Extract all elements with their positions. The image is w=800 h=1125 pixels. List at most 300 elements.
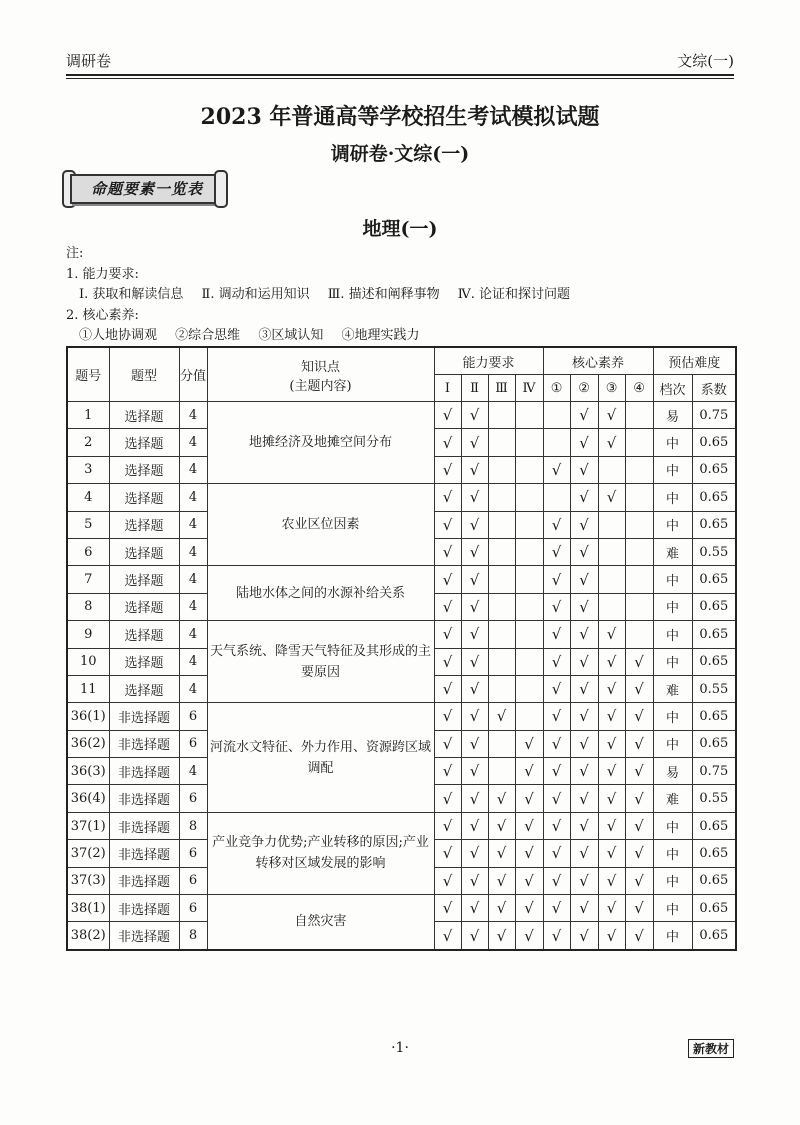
- diff-col-coef: 系数: [692, 375, 736, 402]
- question-number: 36(3): [67, 758, 109, 785]
- question-type: 非选择题: [109, 703, 179, 730]
- knowledge-point: 河流水文特征、外力作用、资源跨区域调配: [207, 703, 434, 813]
- ability-check-icon: √: [488, 785, 515, 812]
- empty-cell: [488, 593, 515, 620]
- core-check-icon: √: [598, 429, 625, 456]
- question-type: 选择题: [109, 648, 179, 675]
- core-check-icon: √: [570, 675, 598, 702]
- header-rule: [66, 74, 734, 76]
- difficulty-coef: 0.65: [692, 730, 736, 757]
- empty-cell: [598, 538, 625, 565]
- col-header-ability: 能力要求: [434, 347, 543, 375]
- ability-check-icon: √: [461, 429, 488, 456]
- ability-check-icon: √: [434, 785, 461, 812]
- col-header-type: 题型: [109, 347, 179, 402]
- new-textbook-badge: 新教材: [688, 1039, 734, 1058]
- ability-check-icon: √: [461, 895, 488, 922]
- ability-check-icon: √: [461, 812, 488, 839]
- question-number: 9: [67, 621, 109, 648]
- question-number: 37(1): [67, 812, 109, 839]
- difficulty-level: 中: [653, 730, 692, 757]
- difficulty-level: 中: [653, 621, 692, 648]
- ability-check-icon: √: [461, 840, 488, 867]
- difficulty-coef: 0.65: [692, 511, 736, 538]
- difficulty-coef: 0.75: [692, 402, 736, 429]
- difficulty-coef: 0.65: [692, 621, 736, 648]
- exam-title: 2023 年普通高等学校招生考试模拟试题: [200, 104, 600, 130]
- core-check-icon: √: [570, 593, 598, 620]
- difficulty-level: 中: [653, 812, 692, 839]
- difficulty-coef: 0.65: [692, 648, 736, 675]
- question-score: 4: [179, 593, 207, 620]
- difficulty-level: 中: [653, 648, 692, 675]
- core-check-icon: √: [543, 593, 570, 620]
- empty-cell: [515, 566, 543, 593]
- difficulty-level: 中: [653, 593, 692, 620]
- core-check-icon: √: [543, 648, 570, 675]
- core-check-icon: √: [598, 922, 625, 950]
- ability-check-icon: √: [461, 675, 488, 702]
- empty-cell: [488, 538, 515, 565]
- ability-check-icon: √: [434, 593, 461, 620]
- knowledge-point: 自然灾害: [207, 895, 434, 950]
- empty-cell: [488, 566, 515, 593]
- ability-1: Ⅰ. 获取和解读信息: [79, 287, 184, 302]
- ability-check-icon: √: [515, 922, 543, 950]
- ability-check-icon: √: [434, 758, 461, 785]
- ability-check-icon: √: [461, 867, 488, 894]
- ability-check-icon: √: [434, 456, 461, 483]
- difficulty-coef: 0.75: [692, 758, 736, 785]
- difficulty-coef: 0.65: [692, 867, 736, 894]
- question-type: 选择题: [109, 593, 179, 620]
- question-number: 36(1): [67, 703, 109, 730]
- difficulty-coef: 0.65: [692, 922, 736, 950]
- diff-col-level: 档次: [653, 375, 692, 402]
- section-title: 地理(一): [362, 218, 438, 240]
- ability-check-icon: √: [461, 730, 488, 757]
- core-check-icon: √: [625, 785, 653, 812]
- core-check-icon: √: [543, 785, 570, 812]
- ability-check-icon: √: [488, 840, 515, 867]
- col-header-num: 题号: [67, 347, 109, 402]
- core-check-icon: √: [598, 484, 625, 511]
- ability-check-icon: √: [434, 511, 461, 538]
- core-check-icon: √: [570, 895, 598, 922]
- col-header-core: 核心素养: [543, 347, 653, 375]
- ability-check-icon: √: [434, 538, 461, 565]
- competency-2: ②综合思维: [175, 328, 241, 343]
- knowledge-header-label: 知识点: [300, 359, 340, 375]
- difficulty-level: 难: [653, 675, 692, 702]
- ability-check-icon: √: [461, 785, 488, 812]
- question-number: 10: [67, 648, 109, 675]
- ability-check-icon: √: [461, 758, 488, 785]
- core-check-icon: √: [570, 730, 598, 757]
- question-score: 4: [179, 675, 207, 702]
- empty-cell: [488, 402, 515, 429]
- header-rule-thin: [66, 78, 734, 79]
- empty-cell: [488, 429, 515, 456]
- table-row: [67, 484, 736, 511]
- question-type: 选择题: [109, 511, 179, 538]
- question-type: 选择题: [109, 538, 179, 565]
- notes-label: 注:: [66, 246, 84, 261]
- ability-check-icon: √: [434, 867, 461, 894]
- banner-label: 命题要素一览表: [70, 174, 224, 204]
- core-check-icon: √: [570, 867, 598, 894]
- core-check-icon: √: [570, 621, 598, 648]
- ability-check-icon: √: [434, 840, 461, 867]
- difficulty-level: 中: [653, 484, 692, 511]
- ability-check-icon: √: [434, 621, 461, 648]
- exam-subtitle: 调研卷·文综(一): [330, 143, 470, 165]
- empty-cell: [598, 566, 625, 593]
- core-check-icon: √: [625, 675, 653, 702]
- core-check-icon: √: [570, 812, 598, 839]
- table-row: [67, 895, 736, 922]
- table-row: [67, 621, 736, 648]
- empty-cell: [515, 648, 543, 675]
- core-check-icon: √: [625, 922, 653, 950]
- question-type: 非选择题: [109, 895, 179, 922]
- core-check-icon: √: [543, 703, 570, 730]
- difficulty-coef: 0.55: [692, 675, 736, 702]
- difficulty-coef: 0.65: [692, 429, 736, 456]
- question-number: 37(3): [67, 867, 109, 894]
- ability-check-icon: √: [515, 895, 543, 922]
- page-number: ·1·: [391, 1040, 409, 1056]
- empty-cell: [488, 484, 515, 511]
- ability-check-icon: √: [461, 566, 488, 593]
- empty-cell: [488, 456, 515, 483]
- core-col-1: ①: [543, 375, 570, 402]
- header-right: 文综(一): [677, 52, 734, 70]
- core-check-icon: √: [570, 429, 598, 456]
- difficulty-level: 中: [653, 429, 692, 456]
- core-check-icon: √: [543, 758, 570, 785]
- question-type: 选择题: [109, 621, 179, 648]
- core-check-icon: √: [570, 484, 598, 511]
- ability-check-icon: √: [461, 402, 488, 429]
- empty-cell: [488, 648, 515, 675]
- difficulty-level: 中: [653, 566, 692, 593]
- core-check-icon: √: [570, 840, 598, 867]
- core-check-icon: √: [543, 511, 570, 538]
- difficulty-coef: 0.65: [692, 593, 736, 620]
- table-row: [67, 402, 736, 429]
- ability-check-icon: √: [515, 812, 543, 839]
- knowledge-point: 天气系统、降雪天气特征及其形成的主要原因: [207, 621, 434, 703]
- empty-cell: [515, 621, 543, 648]
- empty-cell: [488, 675, 515, 702]
- table-row: [67, 566, 736, 593]
- competency-4: ④地理实践力: [341, 328, 420, 343]
- question-number: 37(2): [67, 840, 109, 867]
- core-check-icon: √: [625, 840, 653, 867]
- notes-item-2: 2. 核心素养:: [66, 307, 139, 323]
- difficulty-coef: 0.65: [692, 812, 736, 839]
- ability-check-icon: √: [434, 566, 461, 593]
- question-number: 36(2): [67, 730, 109, 757]
- difficulty-level: 中: [653, 840, 692, 867]
- question-number: 38(1): [67, 895, 109, 922]
- difficulty-level: 易: [653, 402, 692, 429]
- question-score: 4: [179, 538, 207, 565]
- question-score: 6: [179, 730, 207, 757]
- core-check-icon: √: [598, 675, 625, 702]
- ability-check-icon: √: [434, 730, 461, 757]
- question-score: 4: [179, 566, 207, 593]
- empty-cell: [625, 456, 653, 483]
- difficulty-level: 中: [653, 456, 692, 483]
- ability-check-icon: √: [461, 511, 488, 538]
- difficulty-level: 难: [653, 538, 692, 565]
- header-left: 调研卷: [66, 52, 112, 70]
- ability-check-icon: √: [434, 895, 461, 922]
- knowledge-point: 地摊经济及地摊空间分布: [207, 402, 434, 484]
- ability-check-icon: √: [434, 703, 461, 730]
- core-check-icon: √: [570, 456, 598, 483]
- core-check-icon: √: [598, 621, 625, 648]
- core-check-icon: √: [570, 922, 598, 950]
- ability-check-icon: √: [488, 703, 515, 730]
- core-check-icon: √: [570, 538, 598, 565]
- difficulty-level: 中: [653, 511, 692, 538]
- core-check-icon: √: [625, 812, 653, 839]
- table-row: [67, 812, 736, 839]
- core-check-icon: √: [570, 402, 598, 429]
- ability-check-icon: √: [461, 922, 488, 950]
- core-check-icon: √: [543, 621, 570, 648]
- question-score: 4: [179, 758, 207, 785]
- ability-check-icon: √: [461, 538, 488, 565]
- empty-cell: [625, 621, 653, 648]
- empty-cell: [515, 484, 543, 511]
- question-score: 4: [179, 484, 207, 511]
- ability-check-icon: √: [515, 758, 543, 785]
- table-body: [67, 402, 736, 950]
- ability-check-icon: √: [488, 867, 515, 894]
- knowledge-point: 产业竞争力优势;产业转移的原因;产业转移对区域发展的影响: [207, 812, 434, 894]
- core-check-icon: √: [598, 758, 625, 785]
- core-check-icon: √: [543, 867, 570, 894]
- core-check-icon: √: [570, 703, 598, 730]
- question-number: 3: [67, 456, 109, 483]
- question-number: 1: [67, 402, 109, 429]
- ability-check-icon: √: [434, 402, 461, 429]
- core-check-icon: √: [625, 730, 653, 757]
- ability-list: [66, 285, 584, 306]
- ability-col-1: Ⅰ: [434, 375, 461, 402]
- empty-cell: [625, 538, 653, 565]
- empty-cell: [598, 511, 625, 538]
- ability-4: Ⅳ. 论证和探讨问题: [457, 287, 571, 302]
- empty-cell: [488, 621, 515, 648]
- question-score: 6: [179, 895, 207, 922]
- core-check-icon: √: [543, 538, 570, 565]
- question-number: 38(2): [67, 922, 109, 950]
- knowledge-point: 农业区位因素: [207, 484, 434, 566]
- core-col-2: ②: [570, 375, 598, 402]
- elements-table: [66, 346, 737, 951]
- ability-check-icon: √: [434, 429, 461, 456]
- empty-cell: [515, 675, 543, 702]
- core-check-icon: √: [598, 840, 625, 867]
- empty-cell: [625, 566, 653, 593]
- empty-cell: [515, 593, 543, 620]
- core-check-icon: √: [543, 895, 570, 922]
- question-type: 选择题: [109, 402, 179, 429]
- core-check-icon: √: [625, 703, 653, 730]
- empty-cell: [625, 429, 653, 456]
- ability-check-icon: √: [434, 648, 461, 675]
- empty-cell: [625, 511, 653, 538]
- difficulty-level: 中: [653, 867, 692, 894]
- difficulty-level: 中: [653, 703, 692, 730]
- empty-cell: [515, 511, 543, 538]
- core-check-icon: √: [543, 730, 570, 757]
- col-header-knowledge: [207, 347, 434, 402]
- difficulty-level: 中: [653, 895, 692, 922]
- core-check-icon: √: [598, 785, 625, 812]
- ability-check-icon: √: [434, 922, 461, 950]
- core-check-icon: √: [543, 922, 570, 950]
- empty-cell: [515, 402, 543, 429]
- empty-cell: [515, 429, 543, 456]
- difficulty-coef: 0.65: [692, 456, 736, 483]
- core-check-icon: √: [543, 840, 570, 867]
- question-number: 2: [67, 429, 109, 456]
- core-check-icon: √: [598, 895, 625, 922]
- core-check-icon: √: [570, 511, 598, 538]
- question-number: 5: [67, 511, 109, 538]
- difficulty-level: 难: [653, 785, 692, 812]
- core-check-icon: √: [598, 867, 625, 894]
- question-number: 11: [67, 675, 109, 702]
- question-score: 4: [179, 456, 207, 483]
- ability-check-icon: √: [461, 593, 488, 620]
- scroll-banner: [62, 170, 228, 206]
- ability-check-icon: √: [434, 484, 461, 511]
- question-type: 非选择题: [109, 840, 179, 867]
- core-check-icon: √: [570, 648, 598, 675]
- competency-list: [66, 326, 584, 347]
- question-type: 非选择题: [109, 785, 179, 812]
- question-score: 8: [179, 922, 207, 950]
- core-check-icon: √: [598, 730, 625, 757]
- scroll-right-icon: [214, 170, 228, 208]
- notes-item-1: 1. 能力要求:: [66, 266, 139, 282]
- difficulty-level: 易: [653, 758, 692, 785]
- difficulty-level: 中: [653, 922, 692, 950]
- core-check-icon: √: [570, 758, 598, 785]
- col-header-difficulty: 预估难度: [653, 347, 736, 375]
- empty-cell: [515, 703, 543, 730]
- ability-check-icon: √: [461, 456, 488, 483]
- question-type: 选择题: [109, 566, 179, 593]
- ability-check-icon: √: [488, 922, 515, 950]
- question-score: 6: [179, 785, 207, 812]
- ability-check-icon: √: [461, 621, 488, 648]
- ability-check-icon: √: [515, 840, 543, 867]
- empty-cell: [625, 484, 653, 511]
- question-score: 4: [179, 429, 207, 456]
- question-type: 选择题: [109, 675, 179, 702]
- difficulty-coef: 0.55: [692, 538, 736, 565]
- question-type: 非选择题: [109, 758, 179, 785]
- core-check-icon: √: [543, 675, 570, 702]
- empty-cell: [543, 402, 570, 429]
- core-check-icon: √: [543, 456, 570, 483]
- knowledge-point: 陆地水体之间的水源补给关系: [207, 566, 434, 621]
- empty-cell: [625, 593, 653, 620]
- question-type: 选择题: [109, 456, 179, 483]
- knowledge-header-sub: (主题内容): [289, 378, 352, 394]
- question-number: 6: [67, 538, 109, 565]
- ability-col-3: Ⅲ: [488, 375, 515, 402]
- ability-check-icon: √: [461, 484, 488, 511]
- ability-check-icon: √: [488, 812, 515, 839]
- question-score: 6: [179, 703, 207, 730]
- difficulty-coef: 0.65: [692, 703, 736, 730]
- difficulty-coef: 0.65: [692, 484, 736, 511]
- question-type: 非选择题: [109, 922, 179, 950]
- core-col-3: ③: [598, 375, 625, 402]
- ability-check-icon: √: [515, 867, 543, 894]
- question-number: 8: [67, 593, 109, 620]
- core-check-icon: √: [598, 648, 625, 675]
- question-type: 选择题: [109, 429, 179, 456]
- empty-cell: [488, 730, 515, 757]
- empty-cell: [543, 484, 570, 511]
- difficulty-coef: 0.65: [692, 566, 736, 593]
- difficulty-coef: 0.65: [692, 840, 736, 867]
- core-check-icon: √: [625, 867, 653, 894]
- question-number: 4: [67, 484, 109, 511]
- question-score: 4: [179, 402, 207, 429]
- ability-check-icon: √: [461, 648, 488, 675]
- col-header-score: 分值: [179, 347, 207, 402]
- empty-cell: [598, 593, 625, 620]
- competency-1: ①人地协调观: [79, 328, 158, 343]
- question-score: 4: [179, 648, 207, 675]
- ability-check-icon: √: [515, 730, 543, 757]
- empty-cell: [598, 456, 625, 483]
- core-check-icon: √: [543, 566, 570, 593]
- question-score: 8: [179, 812, 207, 839]
- ability-check-icon: √: [434, 675, 461, 702]
- core-check-icon: √: [570, 785, 598, 812]
- question-score: 4: [179, 621, 207, 648]
- empty-cell: [488, 511, 515, 538]
- empty-cell: [543, 429, 570, 456]
- empty-cell: [488, 758, 515, 785]
- empty-cell: [625, 402, 653, 429]
- notes: [66, 244, 584, 347]
- core-check-icon: √: [543, 812, 570, 839]
- empty-cell: [515, 538, 543, 565]
- difficulty-coef: 0.55: [692, 785, 736, 812]
- table-row: [67, 703, 736, 730]
- difficulty-coef: 0.65: [692, 895, 736, 922]
- ability-col-2: Ⅱ: [461, 375, 488, 402]
- question-score: 6: [179, 867, 207, 894]
- question-type: 非选择题: [109, 867, 179, 894]
- core-check-icon: √: [598, 703, 625, 730]
- ability-2: Ⅱ. 调动和运用知识: [201, 287, 310, 302]
- core-check-icon: √: [625, 648, 653, 675]
